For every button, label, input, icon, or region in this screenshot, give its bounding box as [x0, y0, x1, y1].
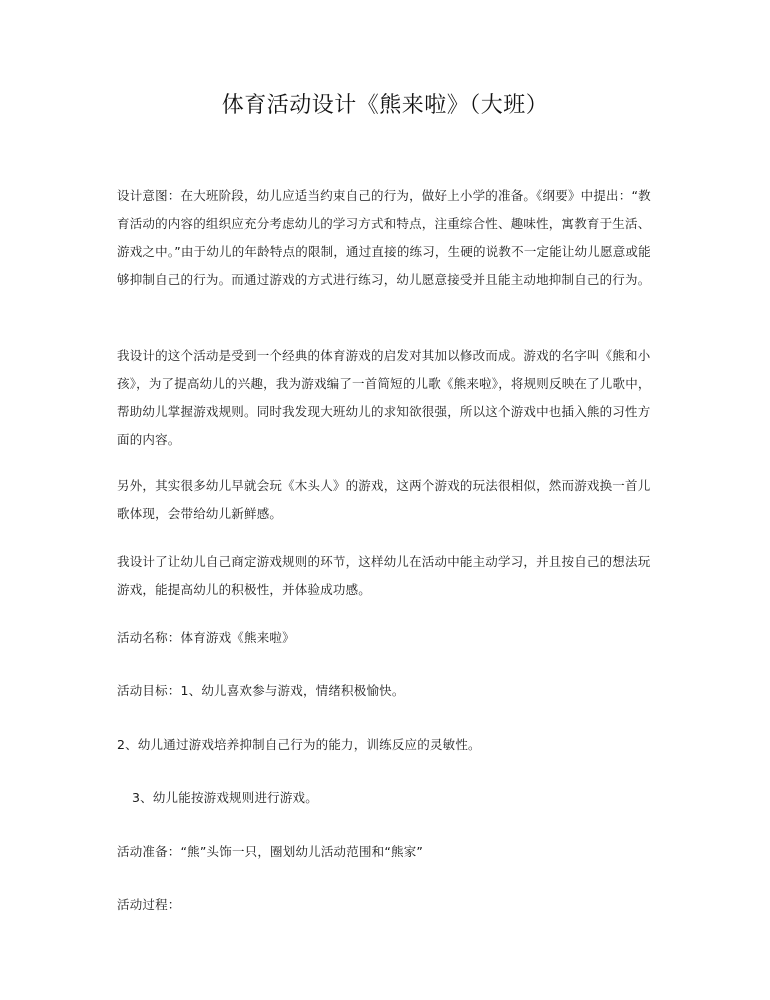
- paragraph-additional-note: 另外，其实很多幼儿早就会玩《木头人》的游戏，这两个游戏的玩法很相似，然而游戏换一首儿歌体现，会带给幼儿新鲜感。: [117, 478, 651, 521]
- paragraph-activity-goal-1: 活动目标：1、幼儿喜欢参与游戏，情绪积极愉快。: [117, 683, 405, 698]
- paragraph-design-intent: 设计意图：在大班阶段，幼儿应适当约束自己的行为，做好上小学的准备。《纲要》中提出：“教育活动的内容的组织应充分考虑幼儿的学习方式和特点，注重综合性、趣味性，寓教育于生活、游戏之中。”由于幼儿的年龄特点的限制，通过直接的练习，生硬的说教不一定能让幼儿愿意或能够抑制自己的行为。而通过游戏的方式进行练习，幼儿愿意接受并且能主动地抑制自己的行为。: [117, 188, 651, 287]
- paragraph-activity-process: 活动过程：: [117, 897, 181, 912]
- document-title: 体育活动设计《熊来啦》（大班）: [221, 93, 549, 118]
- paragraph-activity-name: 活动名称：体育游戏《熊来啦》: [117, 630, 295, 645]
- paragraph-activity-goal-2: 2、幼儿通过游戏培养抑制自己行为的能力，训练反应的灵敏性。: [117, 737, 481, 752]
- paragraph-activity-origin: 我设计的这个活动是受到一个经典的体育游戏的启发对其加以修改而成。游戏的名字叫《熊和小孩》，为了提高幼儿的兴趣，我为游戏编了一首简短的儿歌《熊来啦》，将规则反映在了儿歌中，帮助幼儿掌握游戏规则。同时我发现大班幼儿的求知欲很强，所以这个游戏中也插入熊的习性方面的内容。: [117, 348, 651, 447]
- paragraph-rule-setting: 我设计了让幼儿自己商定游戏规则的环节，这样幼儿在活动中能主动学习，并且按自己的想法玩游戏，能提高幼儿的积极性，并体验成功感。: [117, 554, 651, 597]
- paragraph-activity-preparation: 活动准备：“熊”头饰一只，圈划幼儿活动范围和“熊家”: [117, 844, 424, 859]
- paragraph-activity-goal-3: 3、幼儿能按游戏规则进行游戏。: [132, 790, 318, 805]
